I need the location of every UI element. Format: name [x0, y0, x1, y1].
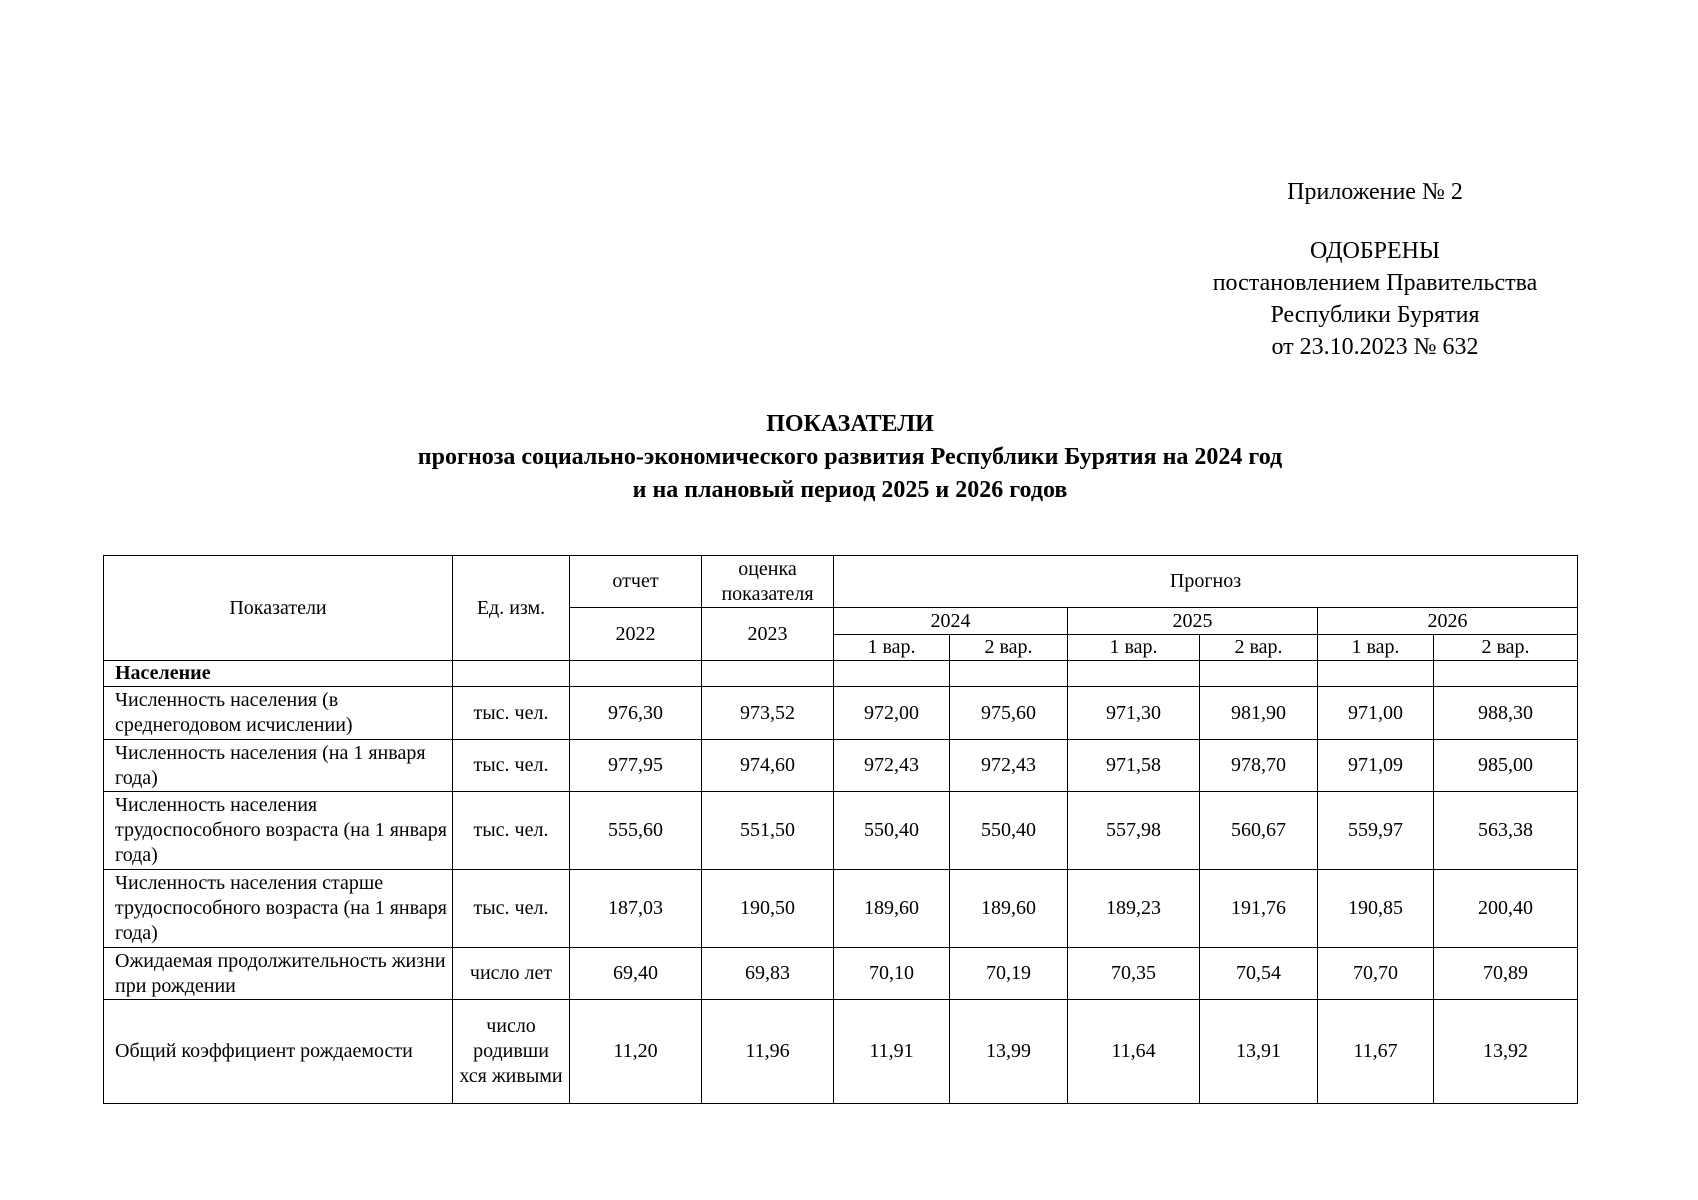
- cell-value: 70,35: [1068, 948, 1200, 1000]
- cell-value: 190,50: [702, 870, 834, 948]
- header-year-2023: 2023: [702, 608, 834, 661]
- cell-value: 975,60: [950, 687, 1068, 740]
- cell-value: 974,60: [702, 740, 834, 792]
- header-2025-var2: 2 вар.: [1200, 635, 1318, 661]
- title-line2: прогноза социально-экономического развития Республики Бурятия на 2024 год: [417, 444, 1283, 470]
- cell-value: 971,00: [1318, 687, 1434, 740]
- cell-value: 973,52: [702, 687, 834, 740]
- document-title: [230, 408, 1470, 507]
- cell-value: 563,38: [1434, 792, 1578, 870]
- approved-label: ОДОБРЕНЫ: [1310, 238, 1440, 264]
- cell-value: 971,09: [1318, 740, 1434, 792]
- approved-by-line2: Республики Бурятия: [1270, 302, 1480, 328]
- cell-value: 551,50: [702, 792, 834, 870]
- cell-value: 70,10: [834, 948, 950, 1000]
- cell-value: 13,92: [1434, 1000, 1578, 1104]
- table-row: [104, 740, 1578, 792]
- header-2026-var1: 1 вар.: [1318, 635, 1434, 661]
- cell-value: 69,40: [570, 948, 702, 1000]
- table-row: [104, 1000, 1578, 1104]
- cell-value: 559,97: [1318, 792, 1434, 870]
- row-unit: тыс. чел.: [453, 792, 570, 870]
- cell-value: 189,60: [834, 870, 950, 948]
- table-row: [104, 948, 1578, 1000]
- cell-value: 972,43: [834, 740, 950, 792]
- cell-value: 11,91: [834, 1000, 950, 1104]
- section-row: [104, 661, 1578, 687]
- cell-value: 11,20: [570, 1000, 702, 1104]
- table-row: [104, 792, 1578, 870]
- table-row: [104, 687, 1578, 740]
- cell-value: 977,95: [570, 740, 702, 792]
- row-unit: число родивши хся живыми: [453, 1000, 570, 1104]
- header-2026-var2: 2 вар.: [1434, 635, 1578, 661]
- cell-value: 187,03: [570, 870, 702, 948]
- cell-value: 555,60: [570, 792, 702, 870]
- cell-value: 985,00: [1434, 740, 1578, 792]
- cell-value: 13,91: [1200, 1000, 1318, 1104]
- row-name: Ожидаемая продолжительность жизни при рождении: [104, 948, 453, 1000]
- cell-value: 70,70: [1318, 948, 1434, 1000]
- cell-value: 988,30: [1434, 687, 1578, 740]
- row-name: Численность населения (на 1 января года): [104, 740, 453, 792]
- row-unit: тыс. чел.: [453, 687, 570, 740]
- cell-value: 11,64: [1068, 1000, 1200, 1104]
- cell-value: 560,67: [1200, 792, 1318, 870]
- cell-value: 11,67: [1318, 1000, 1434, 1104]
- cell-value: 200,40: [1434, 870, 1578, 948]
- cell-value: 189,23: [1068, 870, 1200, 948]
- cell-value: 550,40: [950, 792, 1068, 870]
- annex-label: Приложение № 2: [1287, 179, 1463, 205]
- cell-value: 13,99: [950, 1000, 1068, 1104]
- cell-value: 69,83: [702, 948, 834, 1000]
- cell-value: 971,30: [1068, 687, 1200, 740]
- cell-value: 70,89: [1434, 948, 1578, 1000]
- title-line1: ПОКАЗАТЕЛИ: [766, 411, 934, 437]
- indicators-table: [103, 555, 1578, 1104]
- header-2024-var2: 2 вар.: [950, 635, 1068, 661]
- row-name: Численность населения трудоспособного возраста (на 1 января года): [104, 792, 453, 870]
- cell-value: 972,00: [834, 687, 950, 740]
- approval-block: [1160, 176, 1590, 363]
- cell-value: 190,85: [1318, 870, 1434, 948]
- header-unit: Ед. изм.: [453, 556, 570, 661]
- table-row: [104, 870, 1578, 948]
- row-unit: число лет: [453, 948, 570, 1000]
- cell-value: 557,98: [1068, 792, 1200, 870]
- header-year-2022: 2022: [570, 608, 702, 661]
- header-report: отчет: [570, 556, 702, 608]
- cell-value: 972,43: [950, 740, 1068, 792]
- cell-value: 550,40: [834, 792, 950, 870]
- cell-value: 11,96: [702, 1000, 834, 1104]
- row-name: Численность населения (в среднегодовом исчислении): [104, 687, 453, 740]
- header-2024-var1: 1 вар.: [834, 635, 950, 661]
- approved-by-line1: постановлением Правительства: [1212, 270, 1538, 296]
- cell-value: 189,60: [950, 870, 1068, 948]
- cell-value: 191,76: [1200, 870, 1318, 948]
- header-year-2024: 2024: [834, 608, 1068, 635]
- header-forecast: Прогноз: [834, 556, 1578, 608]
- header-2025-var1: 1 вар.: [1068, 635, 1200, 661]
- cell-value: 978,70: [1200, 740, 1318, 792]
- header-indicator: Показатели: [104, 556, 453, 661]
- cell-value: 70,54: [1200, 948, 1318, 1000]
- approval-date-number: от 23.10.2023 № 632: [1271, 334, 1479, 360]
- cell-value: 971,58: [1068, 740, 1200, 792]
- cell-value: 981,90: [1200, 687, 1318, 740]
- header-year-2025: 2025: [1068, 608, 1318, 635]
- row-unit: тыс. чел.: [453, 740, 570, 792]
- header-estimate: оценка показателя: [702, 556, 834, 608]
- cell-value: 976,30: [570, 687, 702, 740]
- row-name: Численность населения старше трудоспособного возраста (на 1 января года): [104, 870, 453, 948]
- cell-value: 70,19: [950, 948, 1068, 1000]
- header-year-2026: 2026: [1318, 608, 1578, 635]
- row-name: Общий коэффициент рождаемости: [104, 1000, 453, 1104]
- title-line3: и на плановый период 2025 и 2026 годов: [632, 477, 1068, 503]
- row-unit: тыс. чел.: [453, 870, 570, 948]
- section-label: Население: [104, 661, 453, 687]
